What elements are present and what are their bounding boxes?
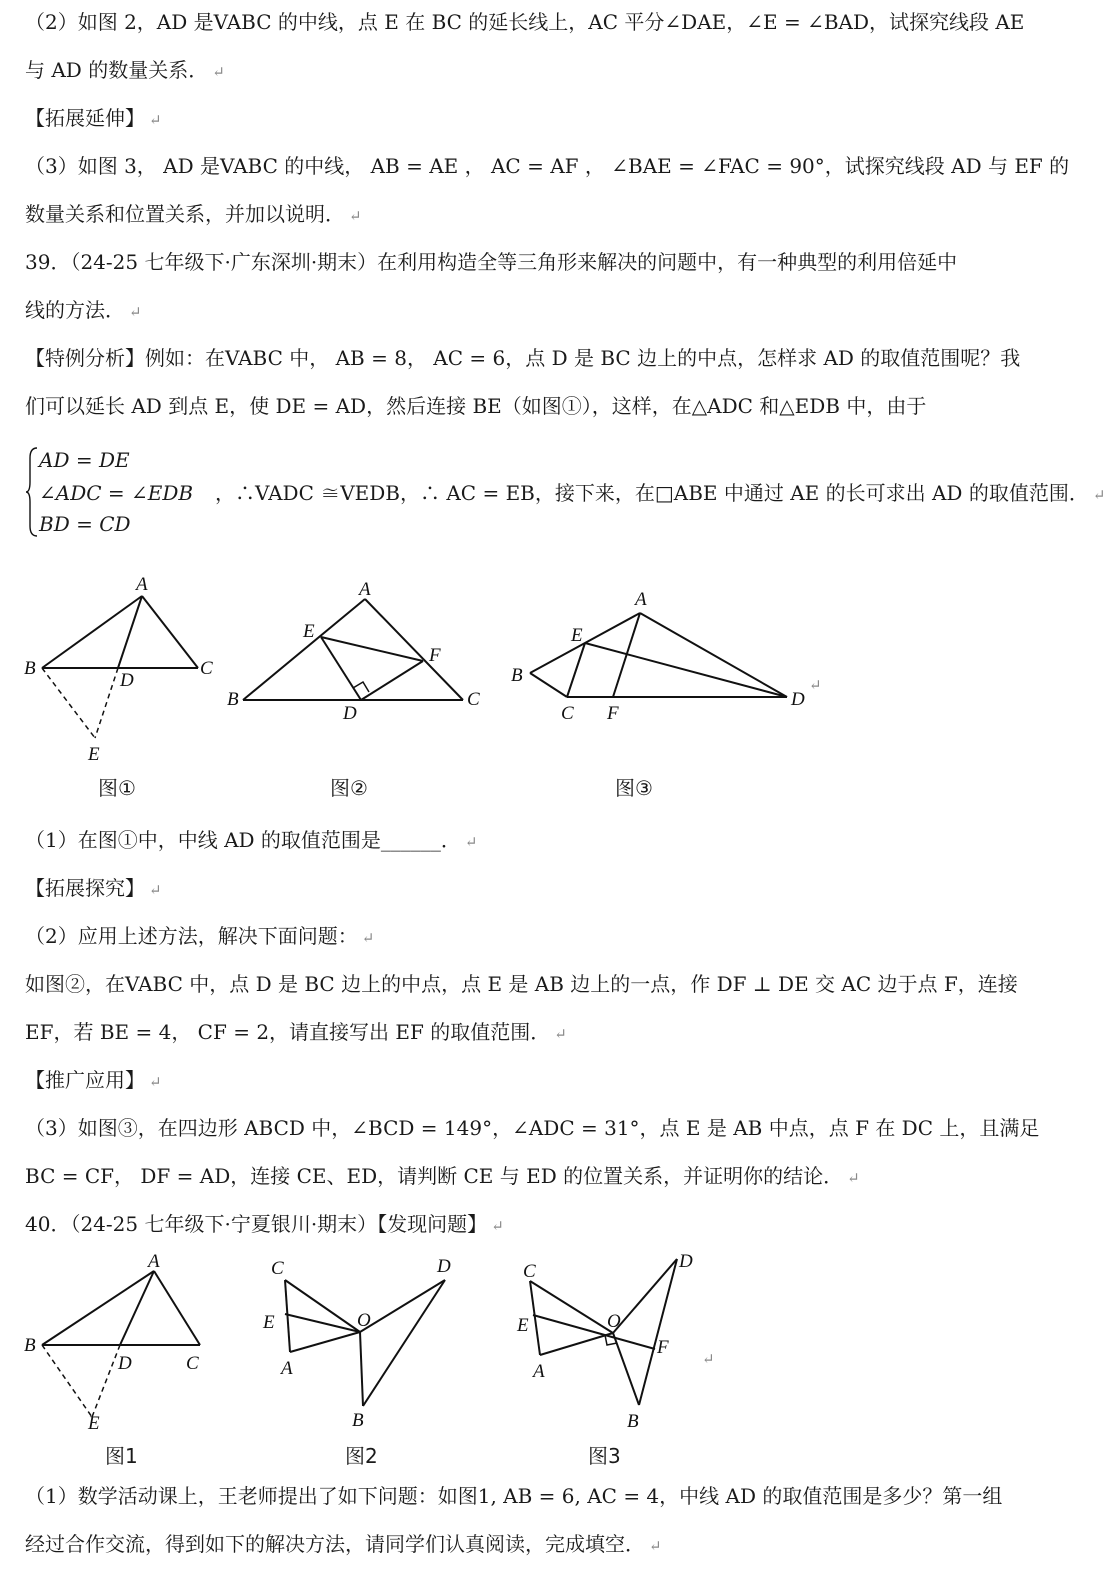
text-line: EF，若 BE = 4， CF = 2，请直接写出 EF 的取值范围． ↵: [25, 1020, 567, 1044]
label-c: C: [200, 658, 213, 679]
text-line: BC = CF， DF = AD，连接 CE、ED，请判断 CE 与 ED 的位置关系，并证明你的结论． ↵: [25, 1164, 860, 1188]
section-heading: 【推广应用】 ↵: [25, 1068, 162, 1092]
figure-3: [505, 585, 825, 739]
figure-row2-3-caption: 图3: [588, 1444, 621, 1468]
label-c: C: [271, 1258, 284, 1279]
label-e: E: [571, 625, 583, 646]
figure-2-caption: 图②: [330, 776, 368, 800]
label-a: A: [136, 574, 148, 595]
return-mark-icon: ↵: [464, 833, 478, 851]
return-mark-icon: ↵: [149, 881, 162, 899]
label-c: C: [561, 703, 574, 724]
brace-row-1: AD = DE: [39, 448, 130, 472]
label-f: F: [657, 1337, 669, 1358]
label-o: O: [357, 1310, 371, 1331]
return-mark-icon: ↵: [129, 303, 142, 321]
brace-icon: [25, 444, 39, 540]
label-b: B: [352, 1410, 364, 1431]
label-b: B: [511, 665, 523, 686]
label-e: E: [263, 1312, 275, 1333]
label-a: A: [533, 1361, 545, 1382]
label-a: A: [635, 589, 647, 610]
text-line: （2）如图 2，AD 是VABC 的中线，点 E 在 BC 的延长线上，AC 平分∠DAE，∠E = ∠BAD，试探究线段 AE: [25, 10, 1025, 34]
figure-3-caption: 图③: [615, 776, 653, 800]
label-e: E: [517, 1315, 529, 1336]
label-d: D: [120, 670, 134, 691]
label-c: C: [523, 1261, 536, 1282]
label-a: A: [359, 579, 371, 600]
brace-row-2: ∠ADC = ∠EDB: [39, 481, 194, 505]
label-d: D: [679, 1251, 693, 1272]
figure-row2-3: [505, 1245, 735, 1439]
brace-tail-text: ，∴VADC ≅VEDB，∴ AC = EB，接下来，在□ABE 中通过 AE 的长可求出 AD 的取值范围． ↵: [215, 481, 1105, 505]
label-d: D: [343, 703, 357, 724]
label-d: D: [118, 1353, 132, 1374]
label-c: C: [186, 1353, 199, 1374]
figure-row2-2: [255, 1250, 475, 1434]
return-mark-icon: ↵: [349, 207, 362, 225]
label-a: A: [281, 1358, 293, 1379]
text-line: 如图②，在VABC 中，点 D 是 BC 边上的中点，点 E 是 AB 边上的一点，作 DF ⊥ DE 交 AC 边于点 F，连接: [25, 972, 1018, 996]
label-e: E: [88, 1413, 100, 1434]
figure-row2-2-caption: 图2: [345, 1444, 378, 1468]
brace-row-3: BD = CD: [39, 512, 131, 536]
label-e: E: [303, 621, 315, 642]
return-mark-icon: ↵: [149, 1073, 162, 1091]
text-line: 线的方法． ↵: [25, 298, 142, 322]
label-d: D: [437, 1256, 451, 1277]
return-mark-icon: ↵: [491, 1217, 504, 1235]
label-f: F: [429, 645, 441, 666]
figure-row2-1-caption: 图1: [105, 1444, 138, 1468]
text-line: 经过合作交流，得到如下的解决方法，请同学们认真阅读，完成填空． ↵: [25, 1532, 662, 1556]
text-line: 数量关系和位置关系，并加以说明． ↵: [25, 202, 362, 226]
section-heading: 【拓展探究】 ↵: [25, 876, 162, 900]
label-o: O: [607, 1311, 621, 1332]
question-part-2: （2）应用上述方法，解决下面问题： ↵: [25, 924, 375, 948]
text-line: （3）如图 3， AD 是VABC 的中线， AB = AE ， AC = AF ， ∠BAE = ∠FAC = 90°，试探究线段 AD 与 EF 的: [25, 154, 1070, 178]
label-a: A: [148, 1251, 160, 1272]
label-b: B: [227, 689, 239, 710]
text-line: 们可以延长 AD 到点 E，使 DE = AD，然后连接 BE（如图①），这样，在△ADC 和△EDB 中，由于: [25, 394, 927, 418]
question-39: 39．（24-25 七年级下·广东深圳·期末）在利用构造全等三角形来解决的问题中，有一种典型的利用倍延中: [25, 250, 958, 274]
question-part-1: （1）在图①中，中线 AD 的取值范围是______． ↵: [25, 828, 478, 852]
figure-1: [20, 570, 230, 774]
label-b: B: [24, 658, 36, 679]
label-b: B: [627, 1411, 639, 1432]
return-mark-icon: ↵: [702, 1350, 715, 1368]
return-mark-icon: ↵: [809, 676, 822, 694]
question-part-3: （3）如图③，在四边形 ABCD 中，∠BCD = 149°，∠ADC = 31°，点 E 是 AB 中点，点 F 在 DC 上，且满足: [25, 1116, 1040, 1140]
question-40-part-1: （1）数学活动课上，王老师提出了如下问题：如图1, AB = 6, AC = 4，中线 AD 的取值范围是多少？第一组: [25, 1484, 1003, 1508]
label-c: C: [467, 689, 480, 710]
return-mark-icon: ↵: [212, 63, 225, 81]
return-mark-icon: ↵: [1092, 486, 1105, 504]
label-e: E: [88, 744, 100, 765]
return-mark-icon: ↵: [361, 929, 375, 947]
return-mark-icon: ↵: [649, 1537, 662, 1555]
text-line: 【特例分析】例如：在VABC 中， AB = 8， AC = 6，点 D 是 BC 边上的中点，怎样求 AD 的取值范围呢？我: [25, 346, 1021, 370]
return-mark-icon: ↵: [554, 1025, 567, 1043]
label-b: B: [24, 1335, 36, 1356]
figure-row2-1: [20, 1245, 220, 1439]
text-line: 与 AD 的数量关系． ↵: [25, 58, 225, 82]
figure-1-caption: 图①: [98, 776, 136, 800]
return-mark-icon: ↵: [847, 1169, 860, 1187]
section-heading: 【拓展延伸】 ↵: [25, 106, 162, 130]
equation-system: [25, 444, 1105, 540]
figure-2: [225, 575, 495, 729]
label-d: D: [791, 689, 805, 710]
return-mark-icon: ↵: [149, 111, 162, 129]
label-f: F: [607, 703, 619, 724]
question-40: 40．（24-25 七年级下·宁夏银川·期末）【发现问题】 ↵: [25, 1212, 504, 1236]
